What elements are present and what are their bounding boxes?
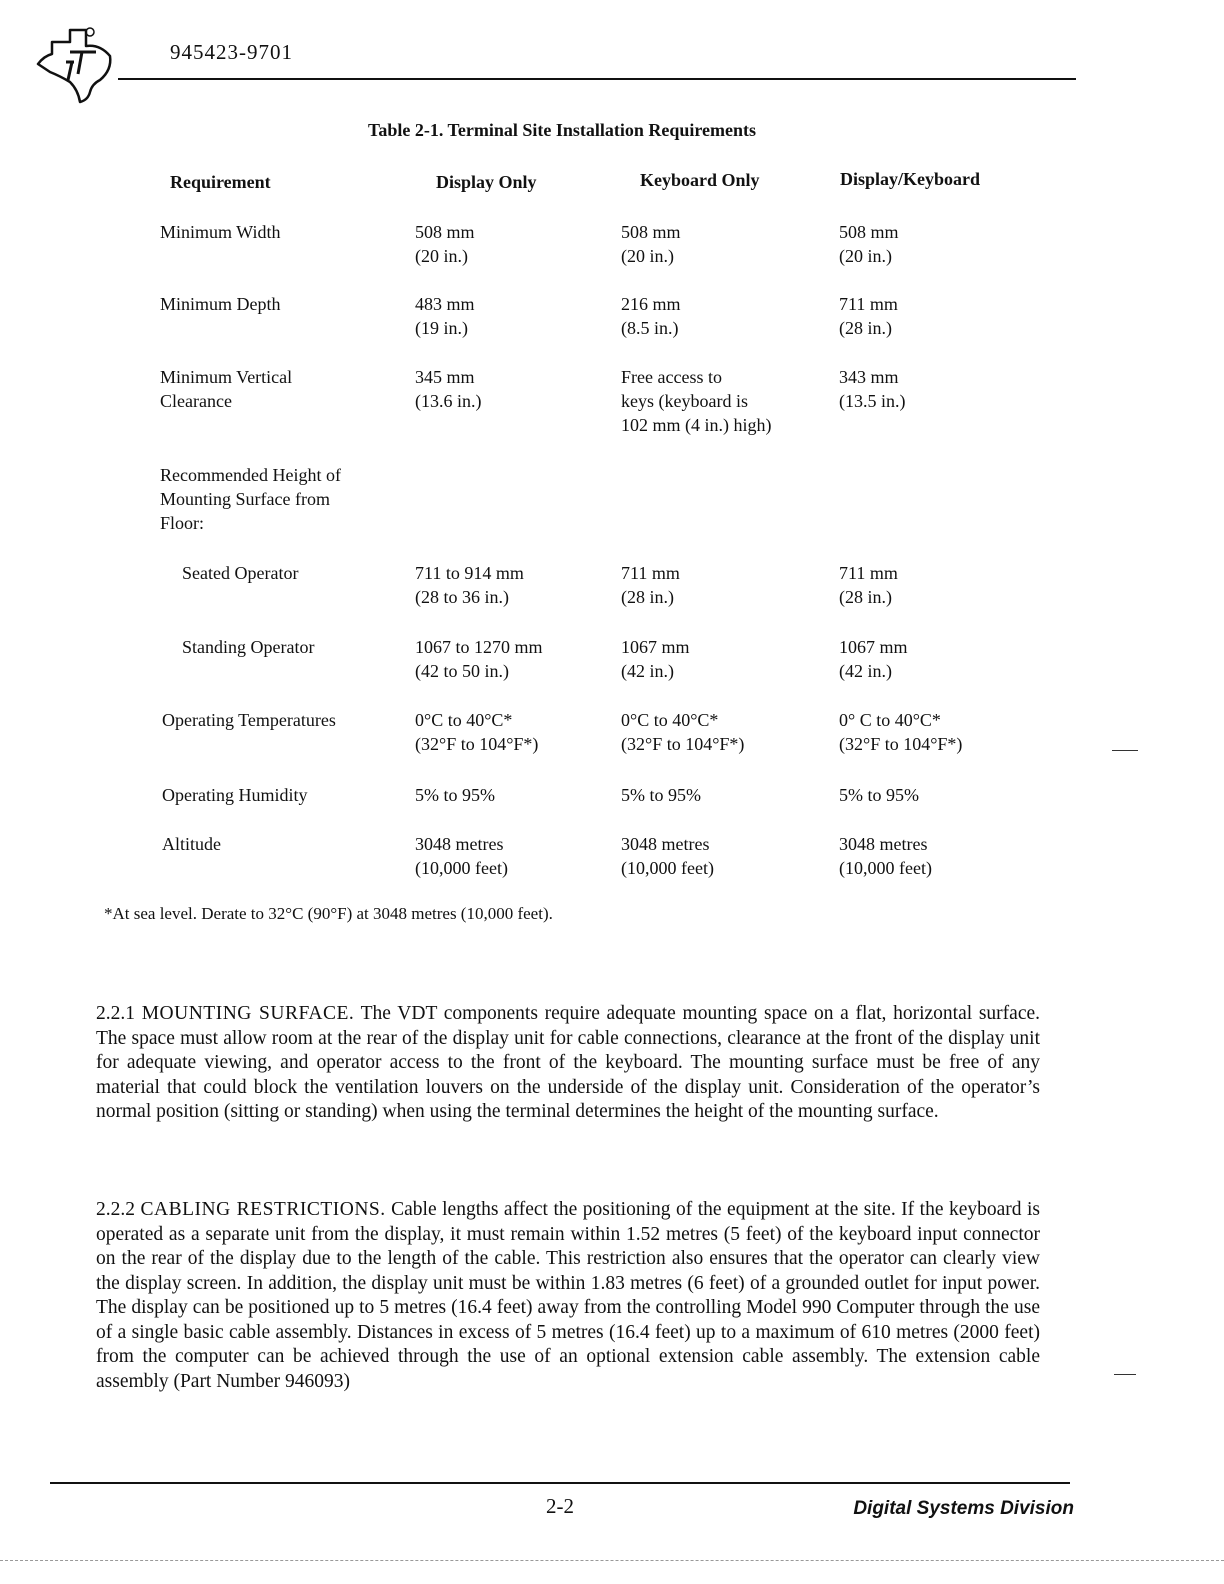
cell-line: (20 in.) xyxy=(415,246,468,266)
cell-display-keyboard xyxy=(839,220,899,268)
cell-line: (13.6 in.) xyxy=(415,391,482,411)
cell-line: Minimum Depth xyxy=(160,294,281,314)
section-cabling-restrictions xyxy=(96,1198,1040,1394)
cell-requirement xyxy=(160,220,280,244)
cell-line: (13.5 in.) xyxy=(839,391,906,411)
section-text: The VDT components require adequate mounting space on a flat, horizontal surface. The space must allow room at the rear of the display unit for cable connections, clearance at the front of the display unit for adequate viewing, and operator access to the front of the keyboard. The mounting surface must be free of any material that could block the ventilation louvers on the underside of the display unit. Consideration of the operator’s normal position (sitting or standing) when using the terminal determines the height of the mounting surface. xyxy=(96,1003,1041,1122)
column-header-display-only: Display Only xyxy=(436,172,537,192)
cell-requirement xyxy=(162,708,336,732)
column-header-keyboard-only: Keyboard Only xyxy=(640,170,760,190)
cell-line: (42 in.) xyxy=(621,661,674,681)
table-footnote: *At sea level. Derate to 32°C (90°F) at 3048 metres (10,000 feet). xyxy=(104,904,553,923)
section-number: 2.2.1 xyxy=(96,1003,135,1024)
cell-line: 1067 mm xyxy=(621,637,690,657)
cell-requirement xyxy=(182,635,314,659)
cell-line: 483 mm xyxy=(415,294,475,314)
cell-line: Operating Temperatures xyxy=(162,710,336,730)
cell-display-only xyxy=(415,832,508,880)
cell-requirement xyxy=(160,365,292,413)
cell-line: Clearance xyxy=(160,391,232,411)
cell-display-only xyxy=(415,561,524,609)
cell-display-only xyxy=(415,635,543,683)
cell-line: Standing Operator xyxy=(182,637,315,657)
cell-line: 711 mm xyxy=(839,563,898,583)
cell-line: 0° C to 40°C* xyxy=(839,710,941,730)
cell-line: 1067 to 1270 mm xyxy=(415,637,543,657)
cell-line: 343 mm xyxy=(839,367,899,387)
section-number: 2.2.2 xyxy=(96,1199,135,1220)
cell-requirement xyxy=(162,783,307,807)
cell-display-keyboard xyxy=(839,832,932,880)
cell-line: (28 in.) xyxy=(839,318,892,338)
cell-line: (19 in.) xyxy=(415,318,468,338)
cell-line: 102 mm (4 in.) high) xyxy=(621,415,772,435)
cell-line: 711 mm xyxy=(621,563,680,583)
cell-line: 3048 metres xyxy=(839,834,928,854)
cell-line: (10,000 feet) xyxy=(621,858,714,878)
cell-requirement xyxy=(182,561,298,585)
cell-line: (8.5 in.) xyxy=(621,318,679,338)
cell-line: Mounting Surface from xyxy=(160,489,330,509)
cell-line: 1067 mm xyxy=(839,637,908,657)
column-header-requirement: Requirement xyxy=(170,172,271,192)
cell-line: Recommended Height of xyxy=(160,465,341,485)
footer-rule xyxy=(50,1482,1070,1484)
cell-line: (32°F to 104°F*) xyxy=(621,734,745,754)
cell-line: 0°C to 40°C* xyxy=(415,710,513,730)
cell-requirement xyxy=(162,832,221,856)
cell-display-only xyxy=(415,708,538,756)
cell-keyboard-only xyxy=(621,783,701,807)
section-title: CABLING RESTRICTIONS. xyxy=(140,1199,386,1220)
cell-line: (28 in.) xyxy=(839,587,892,607)
cell-line: 0°C to 40°C* xyxy=(621,710,719,730)
margin-mark xyxy=(1114,1374,1136,1375)
cell-line: 711 to 914 mm xyxy=(415,563,524,583)
cell-line: 508 mm xyxy=(839,222,899,242)
document-number: 945423-9701 xyxy=(170,40,293,64)
table-title: Table 2-1. Terminal Site Installation Requirements xyxy=(368,120,757,140)
cell-line: 5% to 95% xyxy=(839,785,919,805)
cell-line: (10,000 feet) xyxy=(839,858,932,878)
cell-keyboard-only xyxy=(621,635,690,683)
cell-line: Minimum Vertical xyxy=(160,367,293,387)
margin-mark xyxy=(1112,750,1138,751)
cell-keyboard-only xyxy=(621,561,680,609)
cell-line: Minimum Width xyxy=(160,222,281,242)
cell-display-only xyxy=(415,783,495,807)
section-text: Cable lengths affect the positioning of the equipment at the site. If the keyboard is operated as a separate unit from the display, it must remain within 1.52 metres (5 feet) of the keyboard input connector on the rear of the display due to the length of the cable. This restriction also ensures that the operator can clearly view the display screen. In addition, the display unit must be within 1.83 metres (6 feet) of a grounded outlet for input power. The display can be positioned up to 5 metres (16.4 feet) away from the controlling Model 990 Computer through the use of a single basic cable assembly. Distances in excess of 5 metres (16.4 feet) up to a maximum of 610 metres (2000 feet) from the computer can be achieved through the use of an optional extension cable assembly. The extension cable assembly (Part Number 946093) xyxy=(96,1199,1041,1392)
cell-line: Seated Operator xyxy=(182,563,299,583)
cell-display-keyboard xyxy=(839,561,898,609)
cell-line: 216 mm xyxy=(621,294,681,314)
cell-line: 3048 metres xyxy=(415,834,504,854)
cell-line: Free access to xyxy=(621,367,722,387)
cell-line: Operating Humidity xyxy=(162,785,308,805)
cell-line: 5% to 95% xyxy=(415,785,495,805)
cell-line: (20 in.) xyxy=(621,246,674,266)
cell-line: (32°F to 104°F*) xyxy=(839,734,963,754)
cell-line: (10,000 feet) xyxy=(415,858,508,878)
cell-line: Floor: xyxy=(160,513,205,533)
cell-display-only xyxy=(415,220,475,268)
section-mounting-surface xyxy=(96,1002,1040,1125)
cell-display-keyboard xyxy=(839,635,908,683)
cell-display-keyboard xyxy=(839,783,919,807)
cell-line: (42 in.) xyxy=(839,661,892,681)
cell-line: 508 mm xyxy=(415,222,475,242)
cell-display-keyboard xyxy=(839,365,906,413)
cell-keyboard-only xyxy=(621,708,744,756)
cell-line: 508 mm xyxy=(621,222,681,242)
cell-display-keyboard xyxy=(839,708,962,756)
cell-line: 3048 metres xyxy=(621,834,710,854)
cell-line: (28 in.) xyxy=(621,587,674,607)
division-name: Digital Systems Division xyxy=(853,1498,1074,1519)
section-title: MOUNTING SURFACE. xyxy=(141,1003,355,1024)
cell-requirement xyxy=(160,463,341,535)
cell-keyboard-only xyxy=(621,220,681,268)
header-rule xyxy=(118,78,1076,80)
cell-line: (20 in.) xyxy=(839,246,892,266)
cell-line: 5% to 95% xyxy=(621,785,701,805)
cell-line: (32°F to 104°F*) xyxy=(415,734,539,754)
cell-line: (28 to 36 in.) xyxy=(415,587,509,607)
cell-keyboard-only xyxy=(621,365,772,437)
cell-keyboard-only xyxy=(621,832,714,880)
cell-line: (42 to 50 in.) xyxy=(415,661,509,681)
cell-display-only xyxy=(415,292,475,340)
cell-keyboard-only xyxy=(621,292,681,340)
cell-requirement xyxy=(160,292,281,316)
cell-display-keyboard xyxy=(839,292,898,340)
column-header-display-keyboard: Display/Keyboard xyxy=(840,169,981,189)
page-number: 2-2 xyxy=(546,1494,574,1518)
cell-line: keys (keyboard is xyxy=(621,391,748,411)
cell-line: 345 mm xyxy=(415,367,475,387)
cell-line: 711 mm xyxy=(839,294,898,314)
scan-edge xyxy=(0,1560,1224,1561)
cell-display-only xyxy=(415,365,482,413)
ti-logo-icon xyxy=(30,22,120,104)
cell-line: Altitude xyxy=(162,834,221,854)
